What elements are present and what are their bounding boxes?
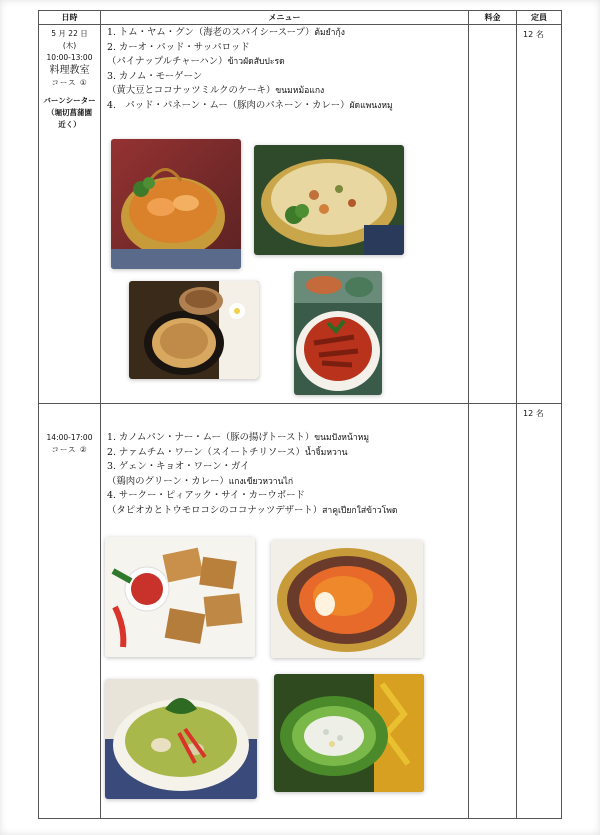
course1-venue-line2: （堀切菖蒲園 bbox=[47, 108, 92, 117]
course1-time: 10:00-13:00 bbox=[46, 53, 93, 62]
pineapple-rice-photo bbox=[254, 145, 404, 255]
menu-item: 4. サークー・ピィアック・サイ・カーウボード bbox=[107, 490, 305, 501]
menu-item: 4. パッド・パネーン・ムー（豚肉のパネーン・カレー）ผัดแพนงหมู bbox=[107, 99, 393, 111]
course1-row bbox=[39, 25, 562, 404]
green-curry-photo bbox=[105, 679, 257, 799]
course1-date-cell bbox=[39, 25, 101, 404]
khanom-mo-kaeng-photo bbox=[129, 281, 259, 379]
menu-item: （鶏肉のグリーン・カレー）แกงเขียวหวานไก่ bbox=[107, 475, 294, 487]
course2-date-cell bbox=[39, 404, 101, 819]
schedule-table bbox=[38, 10, 562, 819]
course1-class-name: 料理教室 bbox=[49, 65, 90, 76]
menu-item: （タピオカとトウモロコシのココナッツデザート）สาคูเปียกใส่ข้าวโพด bbox=[107, 504, 398, 516]
header-price: 料金 bbox=[469, 11, 517, 25]
course2-capacity: 12 名 bbox=[523, 409, 544, 418]
menu-item: 3. カノム・モーゲーン bbox=[107, 70, 203, 82]
header-menu: メニュー bbox=[101, 11, 469, 25]
course2-row bbox=[39, 404, 562, 819]
course1-capacity: 12 名 bbox=[523, 30, 544, 39]
course2-course-label: コース ② bbox=[51, 445, 88, 454]
course2-menu-cell bbox=[101, 404, 469, 819]
pork-toast-photo bbox=[105, 537, 255, 657]
header-capacity: 定員 bbox=[517, 11, 562, 25]
course2-capacity-cell bbox=[517, 404, 562, 819]
course1-venue-line1: バーンシーター bbox=[43, 96, 96, 105]
header-date: 日時 bbox=[39, 11, 101, 25]
menu-item: 1. カノムパン・ナー・ムー（豚の揚げトースト）ขนมปังหน้าหมู bbox=[107, 432, 369, 443]
course1-course-label: コース ① bbox=[51, 78, 88, 87]
tapioca-dessert-photo bbox=[274, 674, 424, 792]
course2-time: 14:00-17:00 bbox=[46, 433, 93, 442]
course1-date: 5 月 22 日 bbox=[51, 29, 88, 38]
tom-yum-photo bbox=[111, 139, 241, 269]
menu-item: 2. カーオ・パッド・サッパロッド bbox=[107, 41, 250, 53]
course1-price-cell bbox=[469, 25, 517, 404]
menu-item: （黄大豆とココナッツミルクのケーキ）ขนมหม้อแกง bbox=[107, 85, 325, 96]
header-row bbox=[39, 11, 562, 25]
course1-weekday: (木) bbox=[62, 41, 77, 50]
course2-price-cell bbox=[469, 404, 517, 819]
course1-capacity-cell bbox=[517, 25, 562, 404]
sweet-chili-photo bbox=[271, 540, 423, 658]
panang-curry-photo bbox=[294, 271, 382, 395]
menu-item: 3. ゲェン・キョオ・ワーン・ガイ bbox=[107, 461, 250, 472]
course1-menu-cell bbox=[101, 25, 469, 404]
course1-venue-line3: 近く） bbox=[58, 120, 81, 129]
menu-item: 2. ナァムチム・ワーン（スイートチリソース）น้ำจิ้มหวาน bbox=[107, 446, 348, 458]
menu-item: 1. トム・ヤム・グン（海老のスパイシースープ）ต้มยำกุ้ง bbox=[107, 27, 345, 38]
menu-item: （パイナップルチャーハン）ข้าวผัดสับปะรด bbox=[107, 56, 285, 67]
